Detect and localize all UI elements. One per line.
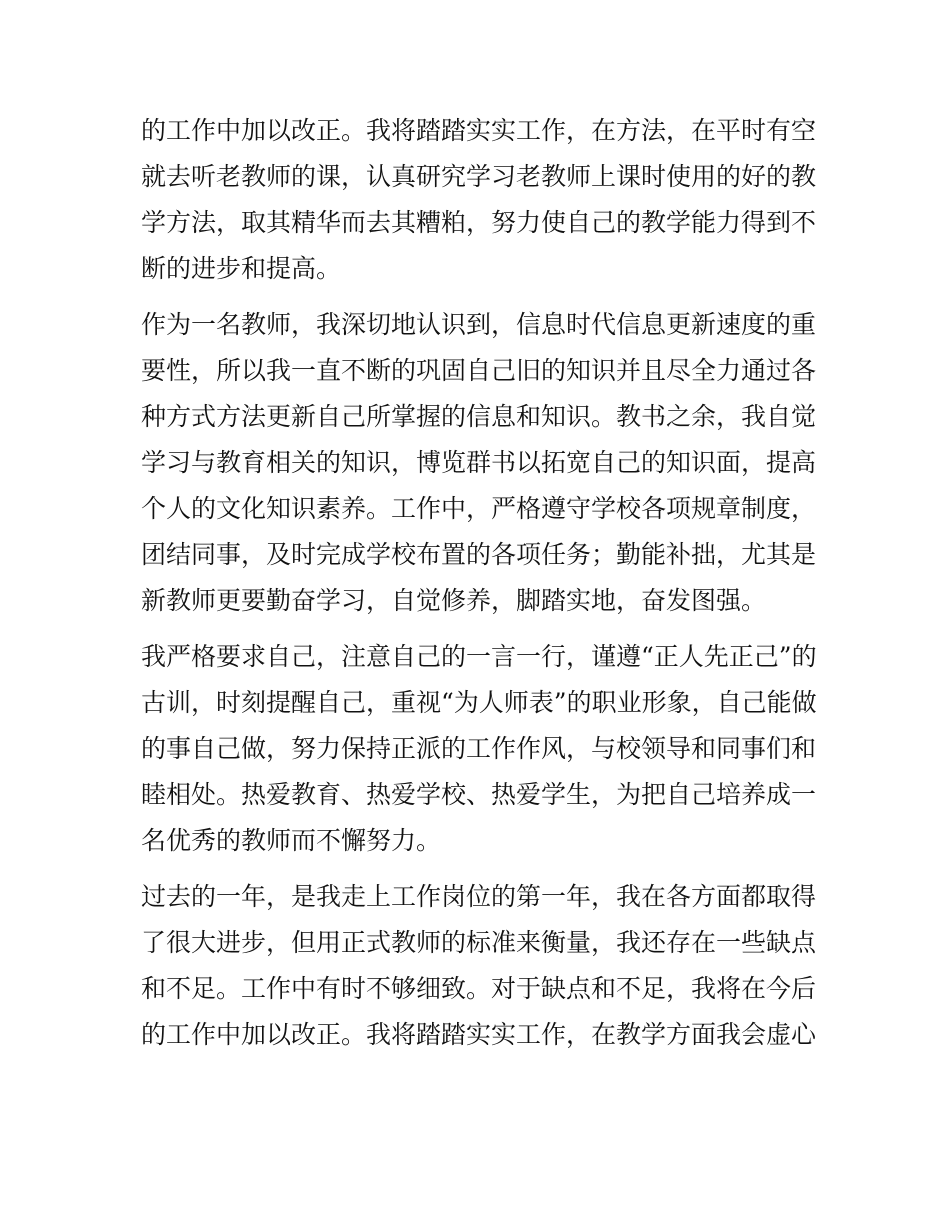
text-line: 的工作中加以改正。我将踏踏实实工作，在方法，在平时有空 — [141, 116, 817, 145]
paragraph-spacer — [141, 864, 811, 874]
text-line: 新教师更要勤奋学习，自觉修养，脚踏实地，奋发图强。 — [141, 586, 767, 615]
text-line: 名优秀的教师而不懈努力。 — [141, 826, 442, 855]
text-line: 个人的文化知识素养。工作中，严格遵守学校各项规章制度， — [141, 494, 817, 523]
text-line: 断的进步和提高。 — [141, 254, 342, 283]
paragraph-4 — [141, 874, 817, 1058]
text-line: 团结同事，及时完成学校布置的各项任务；勤能补拙，尤其是 — [141, 540, 817, 569]
paragraph-1 — [141, 108, 817, 292]
paragraph-spacer — [141, 292, 811, 302]
text-line: 了很大进步，但用正式教师的标准来衡量，我还存在一些缺点 — [141, 928, 817, 957]
text-line: 古训，时刻提醒自己，重视“为人师表”的职业形象，自己能做 — [141, 688, 817, 717]
text-line: 就去听老教师的课，认真研究学习老教师上课时使用的好的教 — [141, 162, 817, 191]
paragraph-3 — [141, 634, 817, 864]
document-body — [141, 108, 817, 1058]
text-line: 睦相处。热爱教育、热爱学校、热爱学生，为把自己培养成一 — [141, 780, 817, 809]
text-line: 过去的一年，是我走上工作岗位的第一年，我在各方面都取得 — [141, 882, 817, 911]
text-line: 我严格要求自己，注意自己的一言一行，谨遵“正人先正己”的 — [141, 642, 817, 671]
text-line: 和不足。工作中有时不够细致。对于缺点和不足，我将在今后 — [141, 974, 817, 1003]
text-line: 的事自己做，努力保持正派的工作作风，与校领导和同事们和 — [141, 734, 817, 763]
text-line: 学习与教育相关的知识，博览群书以拓宽自己的知识面，提高 — [141, 448, 817, 477]
text-line: 的工作中加以改正。我将踏踏实实工作，在教学方面我会虚心 — [141, 1020, 817, 1049]
text-line: 要性，所以我一直不断的巩固自己旧的知识并且尽全力通过各 — [141, 356, 817, 385]
text-line: 种方式方法更新自己所掌握的信息和知识。教书之余，我自觉 — [141, 402, 817, 431]
text-line: 学方法，取其精华而去其糟粕，努力使自己的教学能力得到不 — [141, 208, 817, 237]
paragraph-2 — [141, 302, 817, 624]
text-line: 作为一名教师，我深切地认识到，信息时代信息更新速度的重 — [141, 310, 817, 339]
paragraph-spacer — [141, 624, 811, 634]
